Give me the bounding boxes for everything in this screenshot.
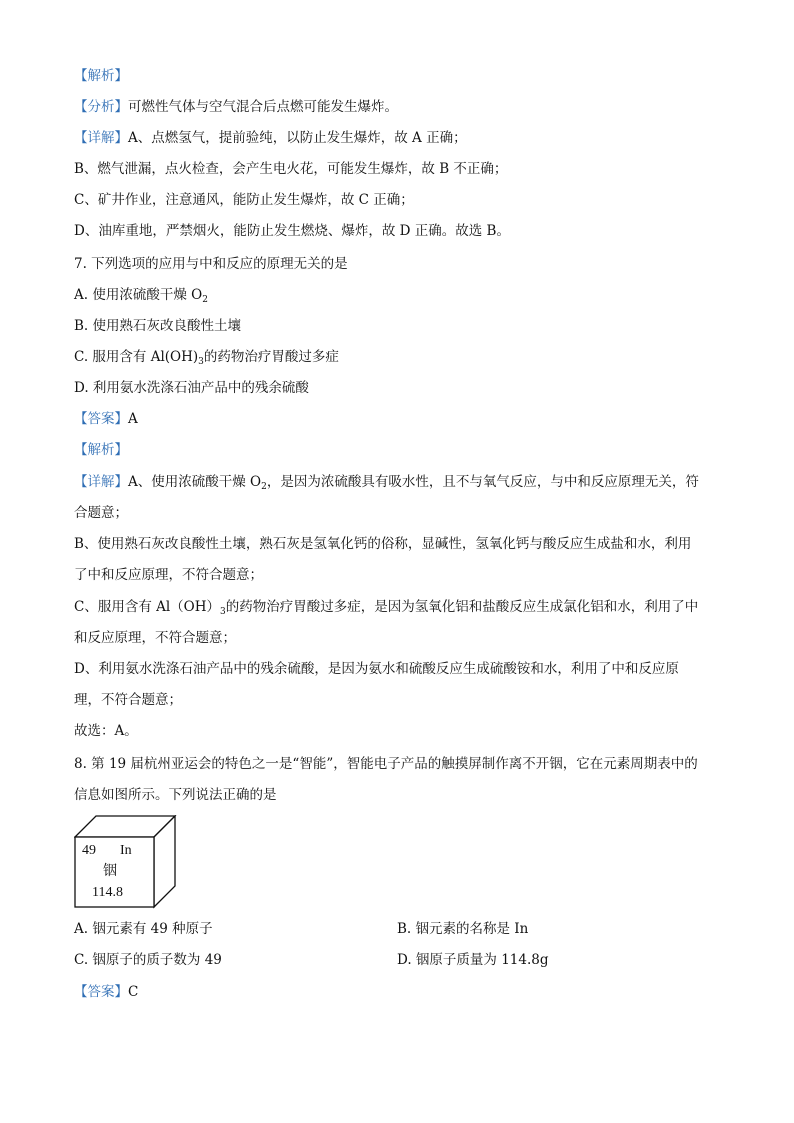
q8-option-c: C. 铟原子的质子数为 49	[74, 952, 222, 968]
q7-detail-a	[74, 472, 734, 492]
analysis-text: 可燃性气体与空气混合后点燃可能发生爆炸。	[128, 99, 398, 115]
q8-stem-line2: 信息如图所示。下列说法正确的是	[74, 787, 277, 803]
jiexi-label: 【解析】	[74, 68, 128, 84]
element-symbol: In	[120, 843, 132, 858]
analysis-label: 【分析】	[74, 99, 128, 115]
q7-detail-label: 【详解】	[74, 474, 128, 490]
q7-detail-a-text: A、使用浓硫酸干燥 O	[128, 474, 262, 490]
q7-option-c	[74, 347, 734, 367]
detail-line-a: A、点燃氢气，提前验纯，以防止发生爆炸，故 A 正确；	[128, 130, 467, 146]
detail-line-c: C、矿井作业，注意通风，能防止发生爆炸，故 C 正确；	[74, 192, 414, 208]
element-atomic-mass: 114.8	[92, 885, 123, 900]
element-cube-outline	[74, 815, 178, 909]
q8-option-d: D. 铟原子质量为 114.8g	[397, 952, 549, 968]
q7-stem: 7. 下列选项的应用与中和反应的原理无关的是	[74, 256, 348, 272]
q8-answer	[74, 982, 734, 1002]
element-name: 铟	[103, 864, 117, 879]
q7-detail-d2: 理，不符合题意；	[74, 692, 182, 708]
q7-option-a-text: A. 使用浓硫酸干燥 O	[74, 287, 203, 303]
q7-option-c-text: C. 服用含有 Al(OH)	[74, 349, 199, 365]
q7-option-c-rest: 的药物治疗胃酸过多症	[203, 349, 339, 365]
q8-stem-line1: 8. 第 19 届杭州亚运会的特色之一是“智能”，智能电子产品的触摸屏制作离不开铟，它在元素周期表中的	[74, 756, 698, 772]
q7-answer	[74, 409, 734, 429]
q7-detail-c1-text: C、服用含有 Al（OH）	[74, 599, 221, 615]
q7-detail-b2: 了中和反应原理，不符合题意；	[74, 567, 263, 583]
q7-answer-value: A	[128, 411, 138, 427]
q7-option-b: B. 使用熟石灰改良酸性土壤	[74, 318, 242, 334]
detail-label: 【详解】	[74, 130, 128, 146]
q8-answer-label: 【答案】	[74, 984, 128, 1000]
q7-detail-c1-subscript: 3	[220, 607, 226, 617]
q7-detail-b1: B、使用熟石灰改良酸性土壤，熟石灰是氢氧化钙的俗称，显碱性，氢氧化钙与酸反应生成盐和水，利用	[74, 536, 692, 552]
q7-jiexi-label: 【解析】	[74, 442, 128, 458]
element-atomic-number: 49	[82, 843, 96, 858]
q8-option-b: B. 铟元素的名称是 In	[397, 921, 529, 937]
element-card-figure	[74, 815, 178, 909]
q7-option-c-subscript: 3	[198, 357, 204, 367]
detail-paragraph	[74, 128, 734, 148]
q7-conclusion: 故选：A。	[74, 723, 138, 739]
q8-answer-value: C	[128, 984, 139, 1000]
analysis-paragraph	[74, 97, 734, 117]
q7-answer-label: 【答案】	[74, 411, 128, 427]
q7-option-a	[74, 285, 734, 305]
q7-option-a-subscript: 2	[202, 295, 208, 305]
detail-line-d: D、油库重地，严禁烟火，能防止发生燃烧、爆炸，故 D 正确。故选 B。	[74, 223, 510, 239]
q7-detail-a-subscript: 2	[261, 482, 267, 492]
q7-detail-a-cont: 合题意；	[74, 505, 128, 521]
q7-option-d: D. 利用氨水洗涤石油产品中的残余硫酸	[74, 380, 309, 396]
q7-detail-c1	[74, 597, 734, 617]
q7-detail-a-rest: ，是因为浓硫酸具有吸水性，且不与氧气反应，与中和反应原理无关，符	[266, 474, 699, 490]
detail-line-b: B、燃气泄漏，点火检查，会产生电火花，可能发生爆炸，故 B 不正确；	[74, 161, 508, 177]
q8-option-a: A. 铟元素有 49 种原子	[74, 921, 213, 937]
q7-detail-c2: 和反应原理，不符合题意；	[74, 630, 236, 646]
q7-detail-c1-rest: 的药物治疗胃酸过多症，是因为氢氧化铝和盐酸反应生成氯化铝和水，利用了中	[225, 599, 699, 615]
q7-detail-d1: D、利用氨水洗涤石油产品中的残余硫酸，是因为氨水和硫酸反应生成硫酸铵和水，利用了中和反应原	[74, 661, 679, 677]
